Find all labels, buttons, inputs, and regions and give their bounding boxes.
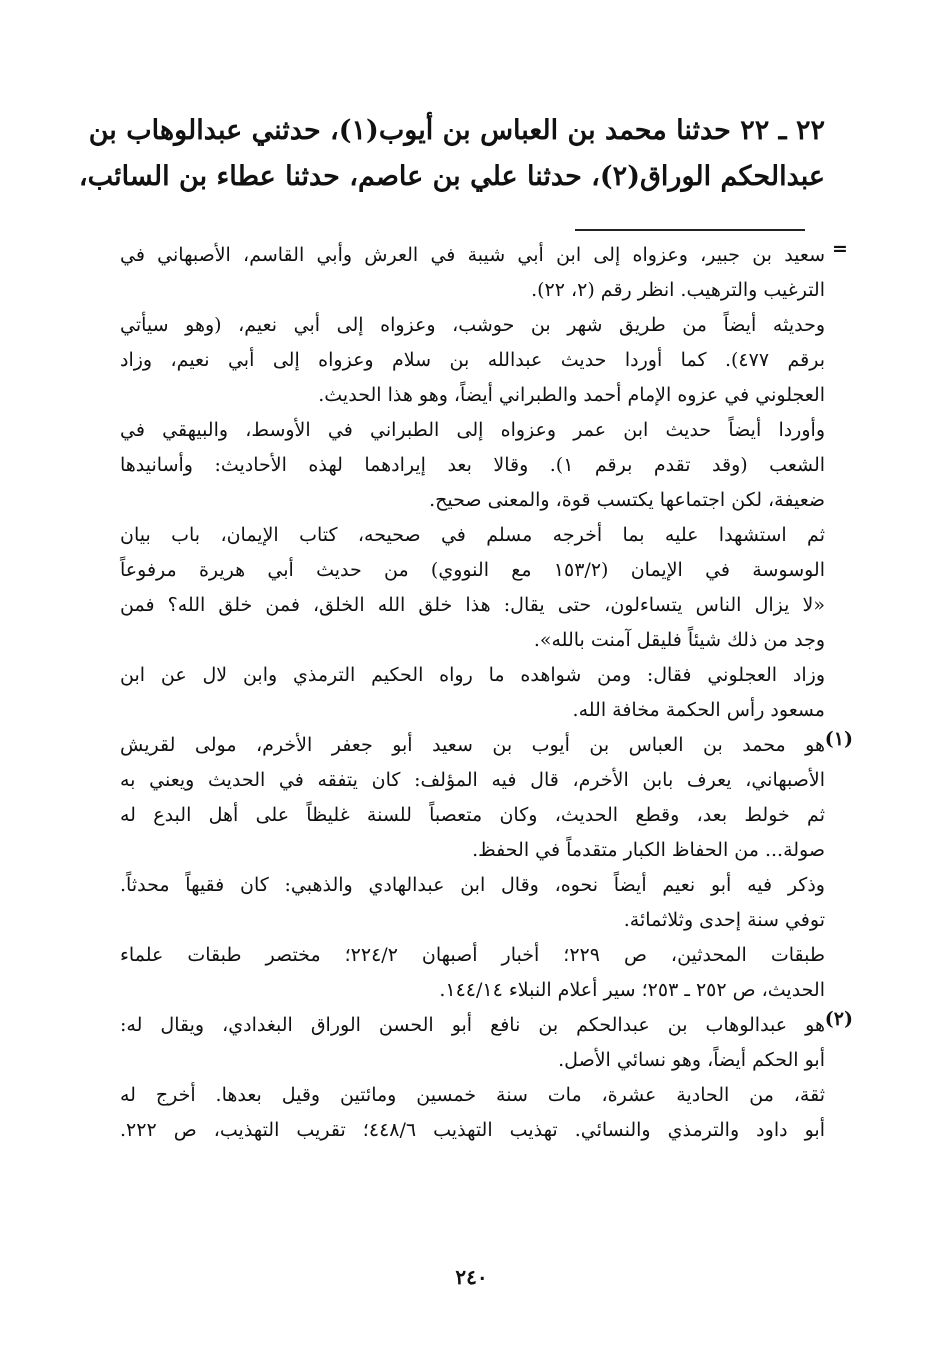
main-text	[78, 108, 825, 200]
footnote-line: مسعود رأس الحكمة مخافة الله.	[572, 699, 825, 721]
footnote-2-marker: (٢)	[824, 1008, 853, 1030]
footnote-line: هو عبدالوهاب بن عبدالحكم بن نافع أبو الحسن الوراق البغدادي، ويقال له:	[120, 1014, 825, 1036]
footnote-line: صولة... من الحفاظ الكبار متقدماً في الحفظ.	[472, 839, 825, 861]
page-number: ٢٤٠	[455, 1265, 488, 1289]
footnote-line: الحديث، ص ٢٥٢ ـ ٢٥٣؛ سير أعلام النبلاء ١٤٤/١٤.	[439, 979, 825, 1001]
footnote-1-marker: (١)	[824, 728, 853, 750]
footnote-line: الوسوسة في الإيمان (١٥٣/٢ مع النووي) من حديث أبي هريرة مرفوعاً	[120, 559, 825, 581]
footnote-line: أبو داود والترمذي والنسائي. تهذيب التهذيب ٤٤٨/٦؛ تقريب التهذيب، ص ٢٢٢.	[120, 1119, 825, 1141]
footnote-line: توفي سنة إحدى وثلاثمائة.	[623, 909, 825, 931]
footnote-line: وجد من ذلك شيئاً فليقل آمنت بالله».	[533, 629, 825, 651]
main-text-line-1: ٢٢ ـ ٢٢ حدثنا محمد بن العباس بن أيوب(١)، حدثني عبدالوهاب بن	[88, 115, 825, 146]
footnote-line: طبقات المحدثين، ص ٢٢٩؛ أخبار أصبهان ٢٢٤/٢؛ مختصر طبقات علماء	[120, 944, 825, 966]
footnote-line: وذكر فيه أبو نعيم أيضاً نحوه، وقال ابن عبدالهادي والذهبي: كان فقيهاً محدثاً.	[120, 874, 825, 896]
footnote-2	[120, 1008, 853, 1148]
footnote-continued	[120, 238, 848, 728]
footnotes	[120, 238, 853, 1148]
footnote-line: وأوردا أيضاً حديث ابن عمر وعزواه إلى الطبراني في الأوسط، والبيهقي في	[120, 419, 825, 441]
footnote-line: ثم خولط بعد، وقطع الحديث، وكان متعصباً للسنة غليظاً على أهل البدع له	[120, 804, 825, 826]
footnote-line: برقم ٤٧٧). كما أوردا حديث عبدالله بن سلام وعزواه إلى أبي نعيم، وزاد	[120, 349, 825, 371]
footnote-line: «لا يزال الناس يتساءلون، حتى يقال: هذا خلق الله الخلق، فمن خلق الله؟ فمن	[120, 594, 825, 616]
footnote-line: الشعب (وقد تقدم برقم ١). وقالا بعد إيرادهما لهذه الأحاديث: وأسانيدها	[120, 454, 826, 476]
footnote-line: وزاد العجلوني فقال: ومن شواهده ما رواه الحكيم الترمذي وابن لال عن ابن	[120, 664, 825, 686]
footnote-line: سعيد بن جبير، وعزواه إلى ابن أبي شيبة في العرش وأبي القاسم، الأصبهاني في	[120, 244, 825, 266]
footnote-line: أبو الحكم أيضاً، وهو نسائي الأصل.	[558, 1049, 825, 1071]
footnote-line: ضعيفة، لكن اجتماعها يكتسب قوة، والمعنى صحيح.	[429, 489, 825, 511]
footnote-1	[120, 728, 853, 1008]
main-text-line-2: عبدالحكم الوراق(٢)، حدثنا علي بن عاصم، حدثنا عطاء بن السائب،	[78, 161, 825, 192]
footnote-line: ثقة، من الحادية عشرة، مات سنة خمسين ومائتين وقيل بعدها. أخرج له	[120, 1084, 825, 1106]
footnote-line: العجلوني في عزوه الإمام أحمد والطبراني أيضاً، وهو هذا الحديث.	[318, 384, 825, 406]
footnote-line: الأصبهاني، يعرف بابن الأخرم، قال فيه المؤلف: كان يتفقه في الحديث ويعني به	[120, 769, 825, 791]
footnote-line: هو محمد بن العباس بن أيوب بن سعيد أبو جعفر الأخرم، مولى لقريش	[120, 734, 825, 756]
footnote-line: الترغيب والترهيب. انظر رقم (٢، ٢٢).	[531, 279, 825, 301]
footnote-separator	[575, 229, 805, 231]
footnote-line: وحديثه أيضاً من طريق شهر بن حوشب، وعزواه إلى أبي نعيم، (وهو سيأتي	[120, 314, 825, 336]
footnote-continued-marker: =	[832, 238, 848, 260]
footnote-line: ثم استشهدا عليه بما أخرجه مسلم في صحيحه، كتاب الإيمان، باب بيان	[120, 524, 825, 546]
